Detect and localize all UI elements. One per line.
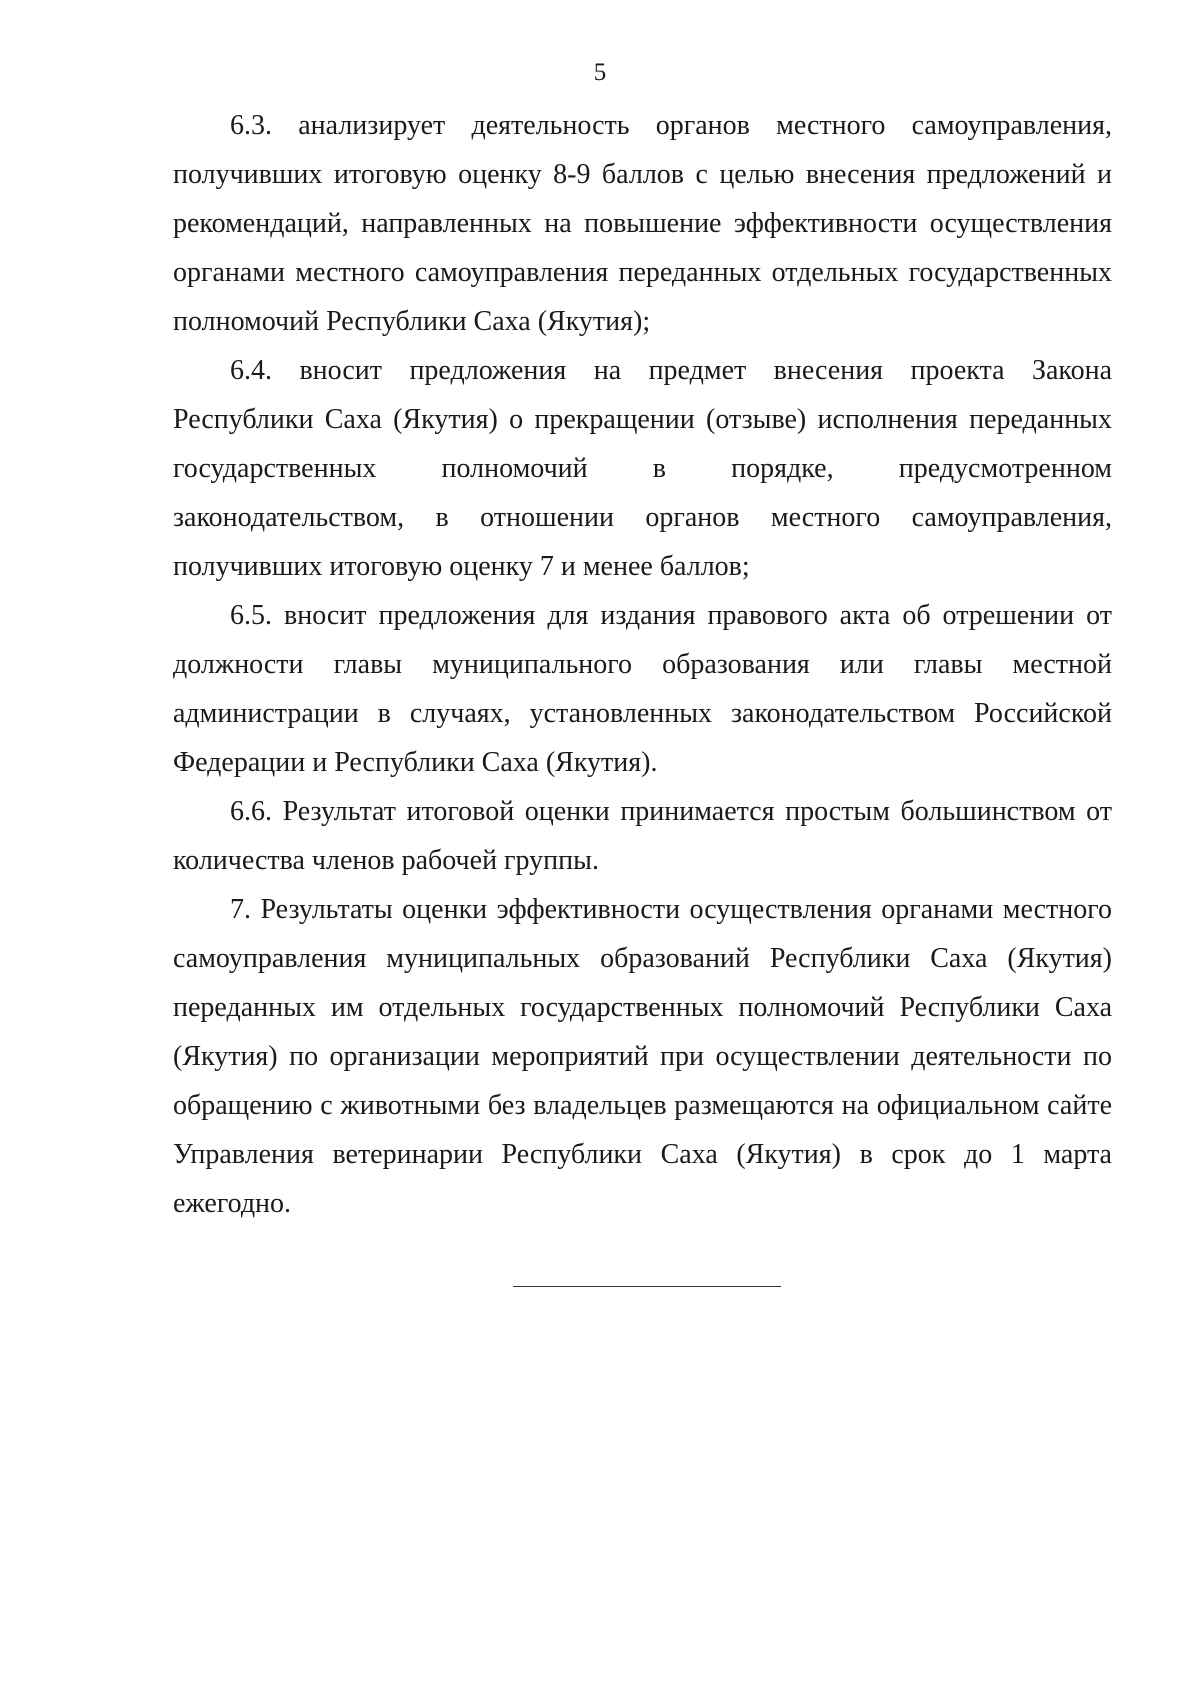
document-body — [173, 101, 1112, 1228]
paragraph-6-6: 6.6. Результат итоговой оценки принимается простым большинством от количества членов рабочей группы. — [173, 796, 1112, 876]
paragraph-6-5: 6.5. вносит предложения для издания правового акта об отрешении от должности главы муниципального образования или главы местной администрации в случаях, установленных законодательством Российской Федерации и Республики Саха (Якутия). — [173, 600, 1112, 778]
page-number: 5 — [593, 59, 607, 86]
paragraph-6-3: 6.3. анализирует деятельность органов местного самоуправления, получивших итоговую оценку 8-9 баллов с целью внесения предложений и рекомендаций, направленных на повышение эффективности осуществления органами местного самоуправления переданных отдельных государственных полномочий Республики Саха (Якутия); — [173, 110, 1112, 337]
paragraph-6-4: 6.4. вносит предложения на предмет внесения проекта Закона Республики Саха (Якутия) о прекращении (отзыве) исполнения переданных государственных полномочий в порядке, предусмотренном законодательством, в отношении органов местного самоуправления, получивших итоговую оценку 7 и менее баллов; — [173, 355, 1112, 582]
paragraph-7: 7. Результаты оценки эффективности осуществления органами местного самоуправления муниципальных образований Республики Саха (Якутия) переданных им отдельных государственных полномочий Республики Саха (Якутия) по организации мероприятий при осуществлении деятельности по обращению с животными без владельцев размещаются на официальном сайте Управления ветеринарии Республики Саха (Якутия) в срок до 1 марта ежегодно. — [173, 894, 1112, 1219]
end-of-document-rule — [513, 1286, 781, 1287]
